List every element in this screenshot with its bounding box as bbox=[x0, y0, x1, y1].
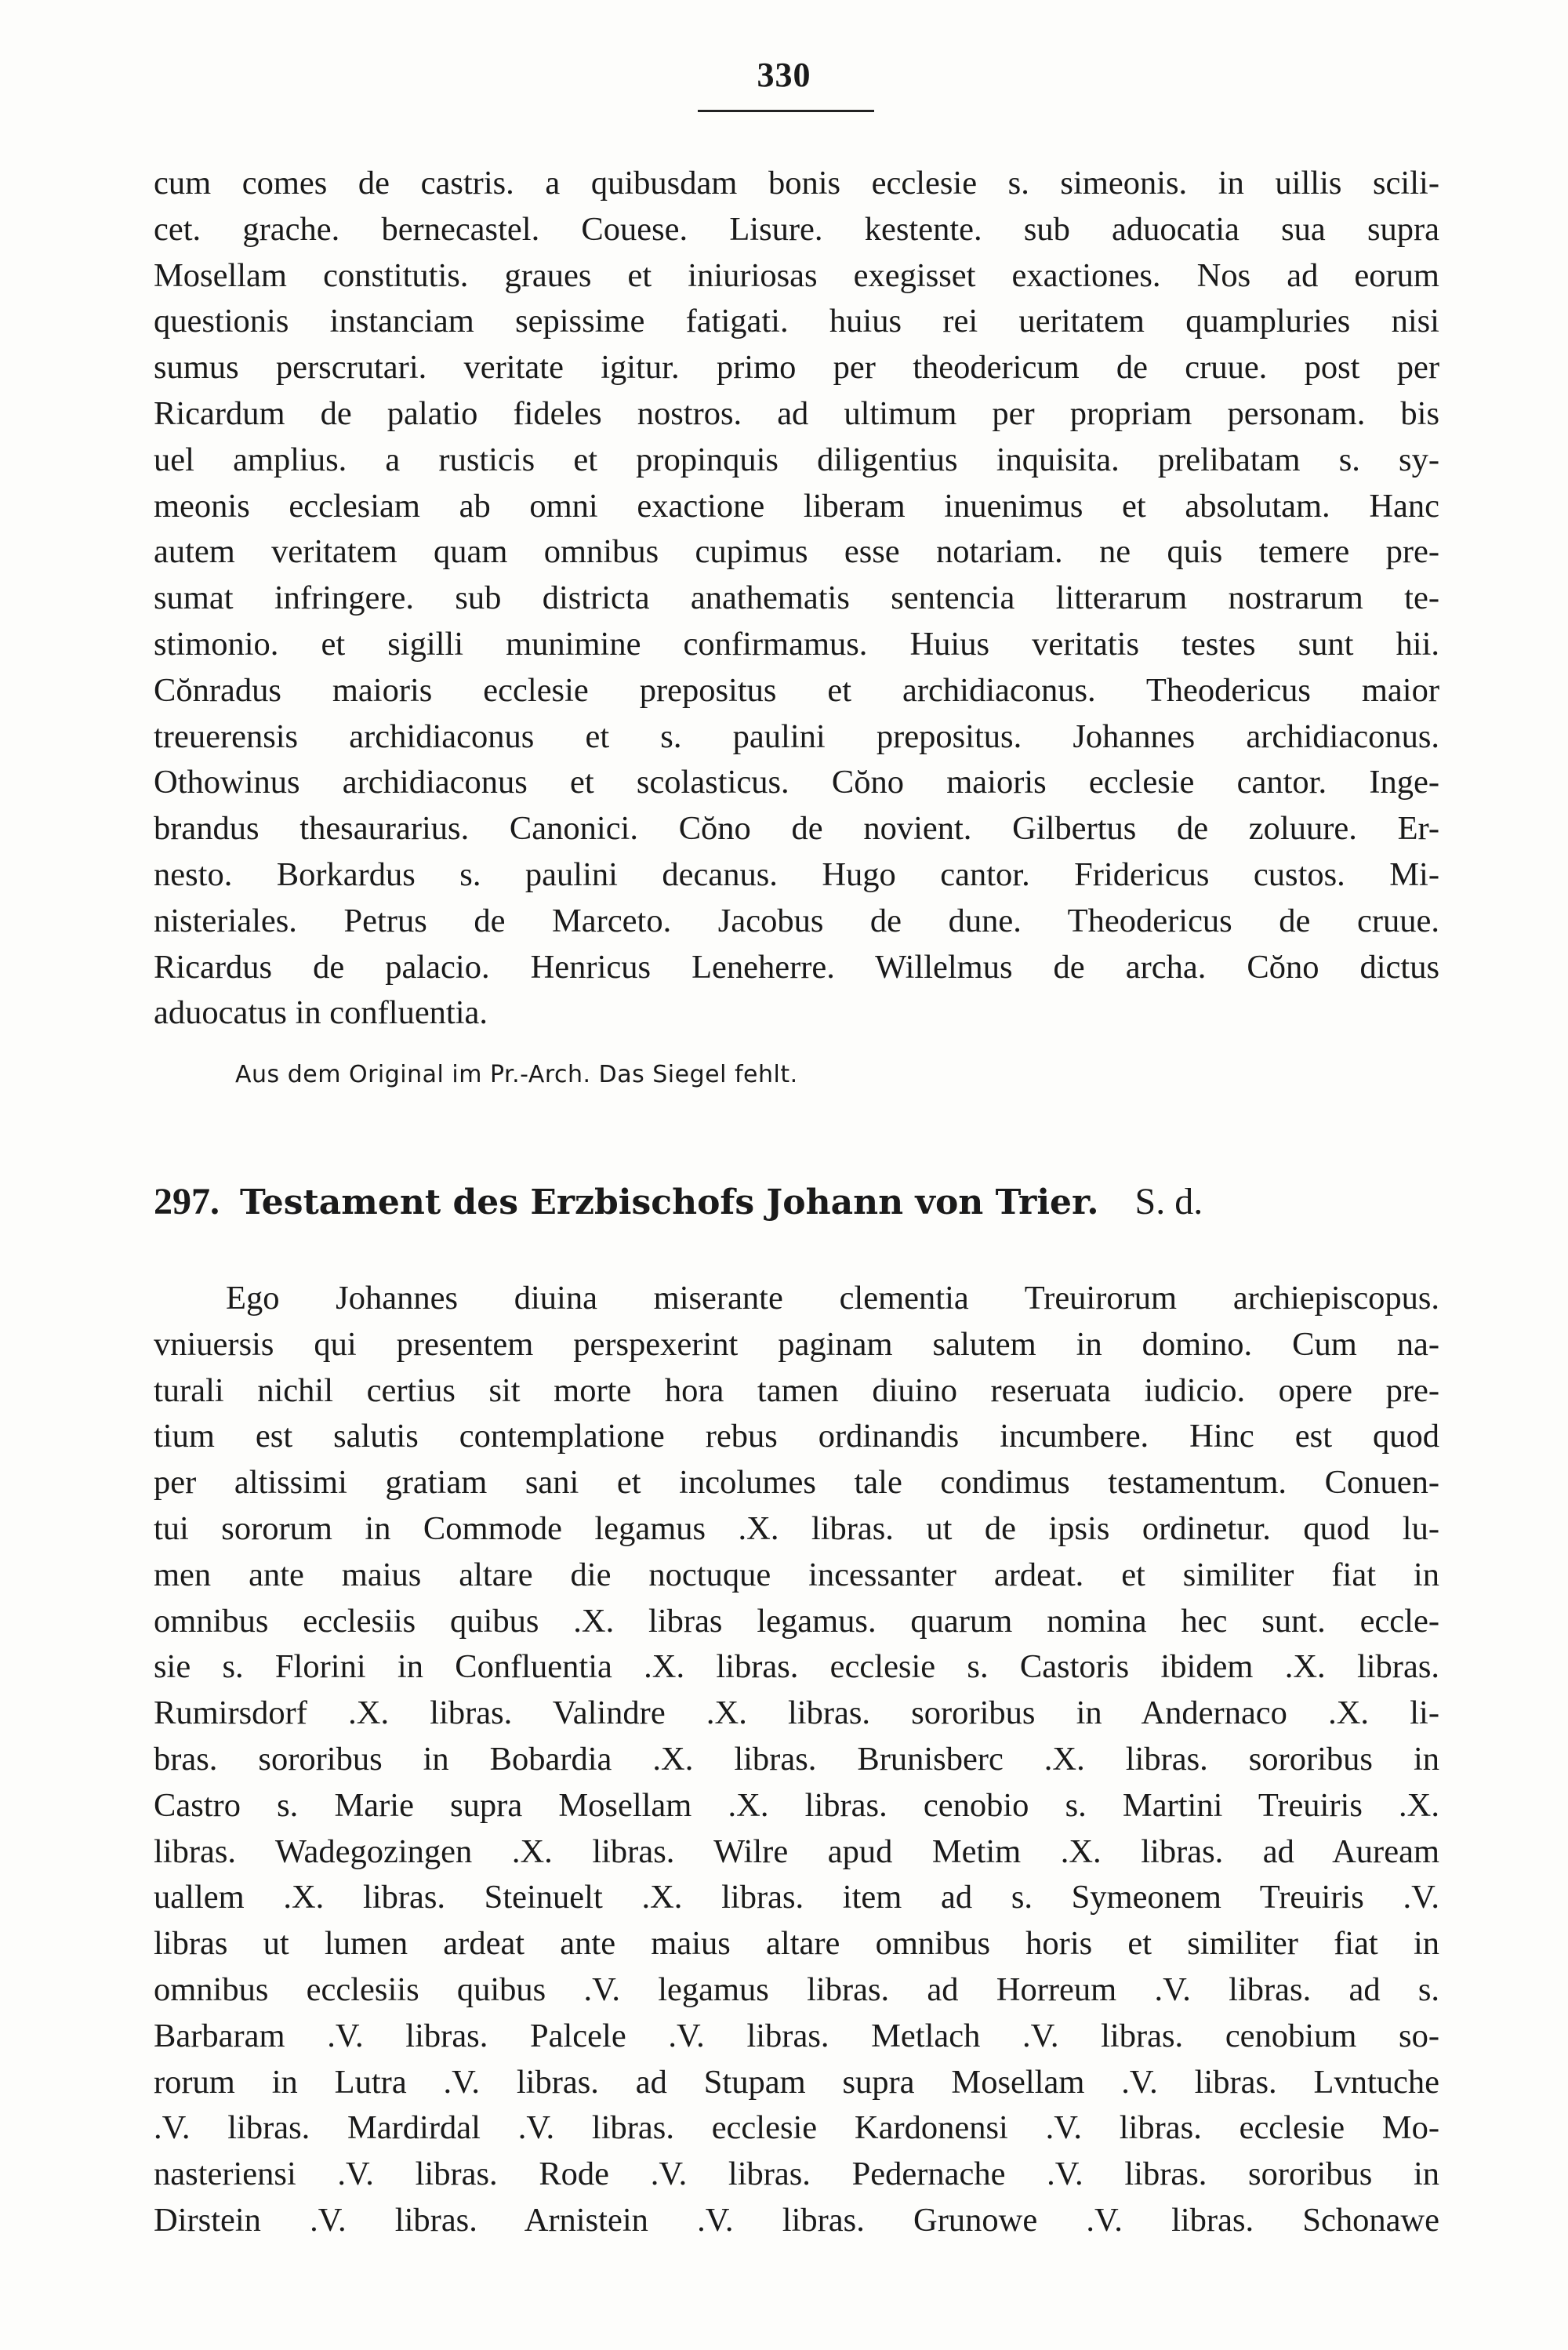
text-line: libras ut lumen ardeat ante maius altare omnibus horis et similiter fiat in bbox=[154, 1925, 1439, 1963]
text-line: bras. sororibus in Bobardia .X. libras. Brunisberc .X. libras. sororibus in bbox=[154, 1740, 1439, 1778]
text-line: autem veritatem quam omnibus cupimus esse notariam. ne quis temere pre- bbox=[154, 533, 1439, 571]
text-line: Ricardum de palatio fideles nostros. ad ultimum per propriam personam. bis bbox=[154, 394, 1439, 432]
section-title: Testament des Erzbischofs Johann von Trier. bbox=[240, 1182, 1099, 1222]
text-line: Ricardus de palacio. Henricus Leneherre. Willelmus de archa. Cŏno dictus bbox=[154, 948, 1439, 986]
text-line: Othowinus archidiaconus et scolasticus. Cŏno maioris ecclesie cantor. Inge- bbox=[154, 764, 1439, 801]
text-line: Castro s. Marie supra Mosellam .X. libras. cenobio s. Martini Treuiris .X. bbox=[154, 1786, 1439, 1824]
text-line: meonis ecclesiam ab omni exactione liberam inuenimus et absolutam. Hanc bbox=[154, 487, 1439, 525]
text-line: vniuersis qui presentem perspexerint paginam salutem in domino. Cum na- bbox=[154, 1325, 1439, 1363]
text-line: aduocatus in confluentia. bbox=[154, 994, 488, 1032]
text-line: Cŏnradus maioris ecclesie prepositus et archidiaconus. Theodericus maior bbox=[154, 671, 1439, 709]
text-line-content: Ego Johannes diuina miserante clementia Treuirorum archiepiscopus. bbox=[226, 1280, 1439, 1317]
text-line: uel amplius. a rusticis et propinquis diligentius inquisita. prelibatam s. sy- bbox=[154, 441, 1439, 478]
charter-text-continued bbox=[154, 161, 1439, 1037]
text-line: sumus perscrutari. veritate igitur. primo per theodericum de cruue. post per bbox=[154, 349, 1439, 387]
testament-text bbox=[154, 1276, 1439, 2244]
page-number-rule bbox=[698, 110, 874, 112]
text-line: Dirstein .V. libras. Arnistein .V. libras. Grunowe .V. libras. Schonawe bbox=[154, 2201, 1439, 2239]
text-line: tui sororum in Commode legamus .X. libras. ut de ipsis ordinetur. quod lu- bbox=[154, 1509, 1439, 1547]
text-line: .V. libras. Mardirdal .V. libras. ecclesie Kardonensi .V. libras. ecclesie Mo- bbox=[154, 2109, 1439, 2147]
text-line: Rumirsdorf .X. libras. Valindre .X. libras. sororibus in Andernaco .X. li- bbox=[154, 1694, 1439, 1732]
text-line: libras. Wadegozingen .X. libras. Wilre apud Metim .X. libras. ad Auream bbox=[154, 1832, 1439, 1870]
text-line: omnibus ecclesiis quibus .X. libras legamus. quarum nomina hec sunt. eccle- bbox=[154, 1602, 1439, 1640]
text-line: rorum in Lutra .V. libras. ad Stupam supra Mosellam .V. libras. Lvntuche bbox=[154, 2063, 1439, 2101]
text-line bbox=[154, 1276, 1439, 1322]
section-date: S. d. bbox=[1134, 1181, 1203, 1222]
text-line: Barbaram .V. libras. Palcele .V. libras. Metlach .V. libras. cenobium so- bbox=[154, 2017, 1439, 2054]
page-number: 330 bbox=[757, 56, 811, 94]
text-line: nasteriensi .V. libras. Rode .V. libras. Pedernache .V. libras. sororibus in bbox=[154, 2156, 1439, 2193]
source-note: Aus dem Original im Pr.-Arch. Das Siegel fehlt. bbox=[235, 1061, 798, 1088]
text-line: questionis instanciam sepissime fatigati. huius rei ueritatem quampluries nisi bbox=[154, 303, 1439, 340]
text-line: Mosellam constitutis. graues et iniuriosas exegisset exactiones. Nos ad eorum bbox=[154, 256, 1439, 294]
text-line: cet. grache. bernecastel. Couese. Lisure. kestente. sub aduocatia sua supra bbox=[154, 210, 1439, 248]
text-line: tium est salutis contemplatione rebus ordinandis incumbere. Hinc est quod bbox=[154, 1418, 1439, 1455]
text-line: uallem .X. libras. Steinuelt .X. libras. item ad s. Symeonem Treuiris .V. bbox=[154, 1879, 1439, 1916]
text-line: treuerensis archidiaconus et s. paulini prepositus. Johannes archidiaconus. bbox=[154, 717, 1439, 755]
text-line: nesto. Borkardus s. paulini decanus. Hugo cantor. Fridericus custos. Mi- bbox=[154, 855, 1439, 893]
text-line: nisteriales. Petrus de Marceto. Jacobus de dune. Theodericus de cruue. bbox=[154, 902, 1439, 939]
text-line: omnibus ecclesiis quibus .V. legamus libras. ad Horreum .V. libras. ad s. bbox=[154, 1970, 1439, 2008]
section-heading bbox=[154, 1180, 1203, 1223]
text-line: per altissimi gratiam sani et incolumes tale condimus testamentum. Conuen- bbox=[154, 1464, 1439, 1502]
section-number: 297. bbox=[154, 1181, 220, 1222]
text-line: turali nichil certius sit morte hora tamen diuino reseruata iudicio. opere pre- bbox=[154, 1371, 1439, 1409]
text-line: sie s. Florini in Confluentia .X. libras. ecclesie s. Castoris ibidem .X. libras. bbox=[154, 1648, 1439, 1686]
text-line: stimonio. et sigilli munimine confirmamus. Huius veritatis testes sunt hii. bbox=[154, 625, 1439, 663]
text-line: sumat infringere. sub districta anathematis sentencia litterarum nostrarum te- bbox=[154, 579, 1439, 617]
text-line: cum comes de castris. a quibusdam bonis ecclesie s. simeonis. in uillis scili- bbox=[154, 165, 1439, 202]
text-line: brandus thesaurarius. Canonici. Cŏno de novient. Gilbertus de zoluure. Er- bbox=[154, 810, 1439, 848]
text-line: men ante maius altare die noctuque incessanter ardeat. et similiter fiat in bbox=[154, 1556, 1439, 1593]
